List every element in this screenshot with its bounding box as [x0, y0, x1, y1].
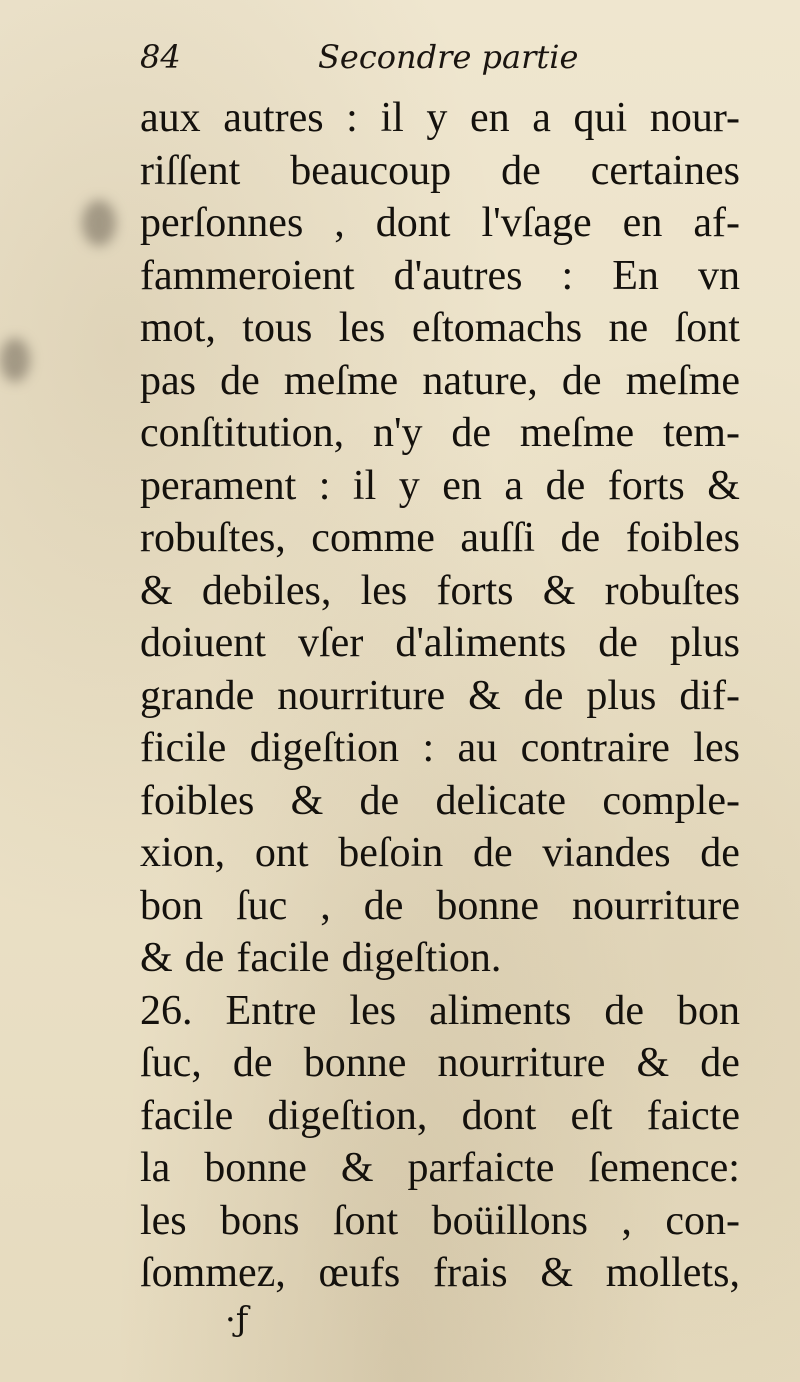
word: digeſtion. [341, 935, 502, 981]
word: ſommez, [140, 1250, 286, 1296]
word: de [359, 777, 400, 824]
word: les [140, 1197, 187, 1244]
word: d'autres [393, 252, 523, 299]
text-line [140, 880, 740, 933]
word: ne [608, 305, 649, 351]
word: : [561, 252, 574, 299]
word: fammeroient [140, 252, 355, 299]
word: en [470, 95, 510, 141]
word: forts [436, 567, 514, 614]
word: auſſi [460, 515, 536, 561]
text-line [140, 250, 740, 303]
word: nourriture [437, 1040, 606, 1086]
word: en [442, 462, 482, 509]
word: les [349, 987, 397, 1034]
word: mot, [140, 305, 216, 351]
word: les [338, 305, 386, 351]
word: xion, [140, 830, 226, 876]
word: œufs [318, 1250, 401, 1296]
word: aliments [429, 987, 572, 1034]
word: contraire [520, 725, 670, 771]
word: de [184, 935, 225, 981]
text-line [140, 1142, 740, 1195]
word: de [561, 357, 602, 404]
word: faicte [646, 1092, 740, 1139]
word: foibles [625, 515, 740, 561]
word: conſtitution, [140, 410, 345, 456]
page-header [140, 38, 740, 88]
word: vn [697, 252, 740, 299]
word: robuſtes [604, 567, 740, 614]
word: de [700, 830, 740, 876]
word: riſſent [140, 147, 241, 194]
word: meſme [283, 357, 399, 404]
word: a [504, 462, 524, 509]
word: 26. [140, 987, 193, 1034]
word: , [320, 882, 331, 929]
word: de [472, 830, 513, 876]
word: de [604, 987, 645, 1034]
word: autres [223, 95, 324, 141]
word: & [290, 777, 324, 824]
text-line [140, 1037, 740, 1090]
word: la [140, 1145, 171, 1191]
text-line [140, 775, 740, 828]
word: debiles, [201, 567, 332, 614]
word: y [398, 462, 420, 509]
word: tous [242, 305, 313, 351]
word: de [523, 672, 564, 719]
word: n'y [372, 410, 423, 456]
word: & [140, 935, 173, 981]
page-number: 84 [140, 38, 181, 76]
word: perament [140, 462, 297, 509]
word: pas [140, 357, 196, 404]
word: d'aliments [395, 620, 567, 666]
text-line [140, 1247, 740, 1300]
text-line [140, 302, 740, 355]
word: mollets, [605, 1250, 740, 1296]
word: : [346, 95, 358, 141]
word: ſemence: [588, 1145, 740, 1191]
word: En [612, 252, 659, 299]
word: grande [140, 672, 255, 719]
word: y [426, 95, 448, 141]
text-line [140, 460, 740, 513]
word: frais [432, 1250, 508, 1296]
text-line [140, 722, 740, 775]
text-line [140, 512, 740, 565]
word: ſuc [235, 882, 288, 929]
word: Entre [225, 987, 317, 1034]
word: de [700, 1040, 740, 1086]
word: au [457, 725, 498, 771]
word: & [540, 1250, 574, 1296]
word: de [451, 410, 492, 456]
word: nourriture [277, 672, 446, 719]
text-line [140, 617, 740, 670]
ink-stain [82, 200, 116, 246]
text-line [140, 827, 740, 880]
text-line [140, 197, 740, 250]
word: , [621, 1197, 632, 1244]
word: dont [375, 200, 451, 246]
word: nourriture [572, 882, 740, 929]
word: bonne [436, 882, 540, 929]
word: : [422, 725, 435, 771]
word: , [334, 200, 345, 246]
word: ſont [674, 305, 740, 351]
word: plus [586, 672, 657, 719]
body-text [140, 92, 740, 1300]
text-line [140, 1090, 740, 1143]
word: beſoin [338, 830, 444, 876]
word: il [352, 462, 377, 509]
word: plus [669, 620, 740, 666]
word: robuſtes, [140, 515, 286, 561]
word: & [340, 1145, 374, 1191]
word: ficile [140, 725, 227, 771]
word: vſer [298, 620, 364, 666]
word: de [598, 620, 638, 666]
word: dont [461, 1092, 537, 1139]
printer-marks: ·ƒ [225, 1300, 249, 1340]
text-line [140, 1195, 740, 1248]
text-line [140, 565, 740, 618]
word: forts [607, 462, 685, 509]
word: af- [693, 200, 740, 246]
text-line [140, 355, 740, 408]
word: de [545, 462, 586, 509]
word: bon [677, 987, 740, 1034]
word: bons [220, 1197, 300, 1244]
word: il [380, 95, 404, 141]
word: beaucoup [290, 147, 452, 194]
word: & [468, 672, 501, 719]
word: boüillons [431, 1197, 588, 1244]
word: comple- [602, 777, 740, 824]
word: facile [236, 935, 330, 981]
word: digeſtion [249, 725, 400, 771]
text-line [140, 932, 740, 985]
word: de [363, 882, 404, 929]
word: digeſtion, [267, 1092, 428, 1139]
word: comme [311, 515, 435, 561]
word: aux [140, 95, 201, 141]
word: nature, [422, 357, 538, 404]
word: meſme [625, 357, 740, 404]
word: de [232, 1040, 273, 1086]
running-head: Secondre partie [318, 38, 579, 76]
word: & [140, 567, 173, 614]
word: facile [140, 1092, 234, 1139]
word: dif- [679, 672, 740, 719]
word: bon [140, 882, 203, 929]
word: de [501, 147, 541, 194]
word: ſont [332, 1197, 399, 1244]
word: les [693, 725, 740, 771]
word: en [622, 200, 663, 246]
text-line [140, 407, 740, 460]
word: & [542, 567, 576, 614]
word: eſtomachs [411, 305, 583, 351]
ink-stain [0, 338, 30, 382]
word: parfaicte [407, 1145, 555, 1191]
word: qui [573, 95, 628, 141]
word: perſonnes [140, 200, 304, 246]
word: viandes [542, 830, 671, 876]
word: de [560, 515, 601, 561]
word: les [360, 567, 408, 614]
word: ont [254, 830, 309, 876]
word: delicate [435, 777, 567, 824]
text-line [140, 92, 740, 145]
word: bonne [204, 1145, 307, 1191]
word: doiuent [140, 620, 266, 666]
word: eſt [570, 1092, 613, 1139]
word: a [532, 95, 551, 141]
word: bonne [303, 1040, 407, 1086]
word: l'vſage [481, 200, 592, 246]
word: foibles [140, 777, 255, 824]
word: meſme [519, 410, 635, 456]
text-line [140, 145, 740, 198]
word: tem- [663, 410, 740, 456]
word: ſuc, [140, 1040, 202, 1086]
word: & [636, 1040, 670, 1086]
text-line [140, 985, 740, 1038]
word: con- [665, 1197, 740, 1244]
word: & [707, 462, 740, 509]
word: certaines [590, 147, 740, 194]
word: nour- [649, 95, 740, 141]
word: : [318, 462, 331, 509]
word: de [220, 357, 260, 404]
text-line [140, 670, 740, 723]
